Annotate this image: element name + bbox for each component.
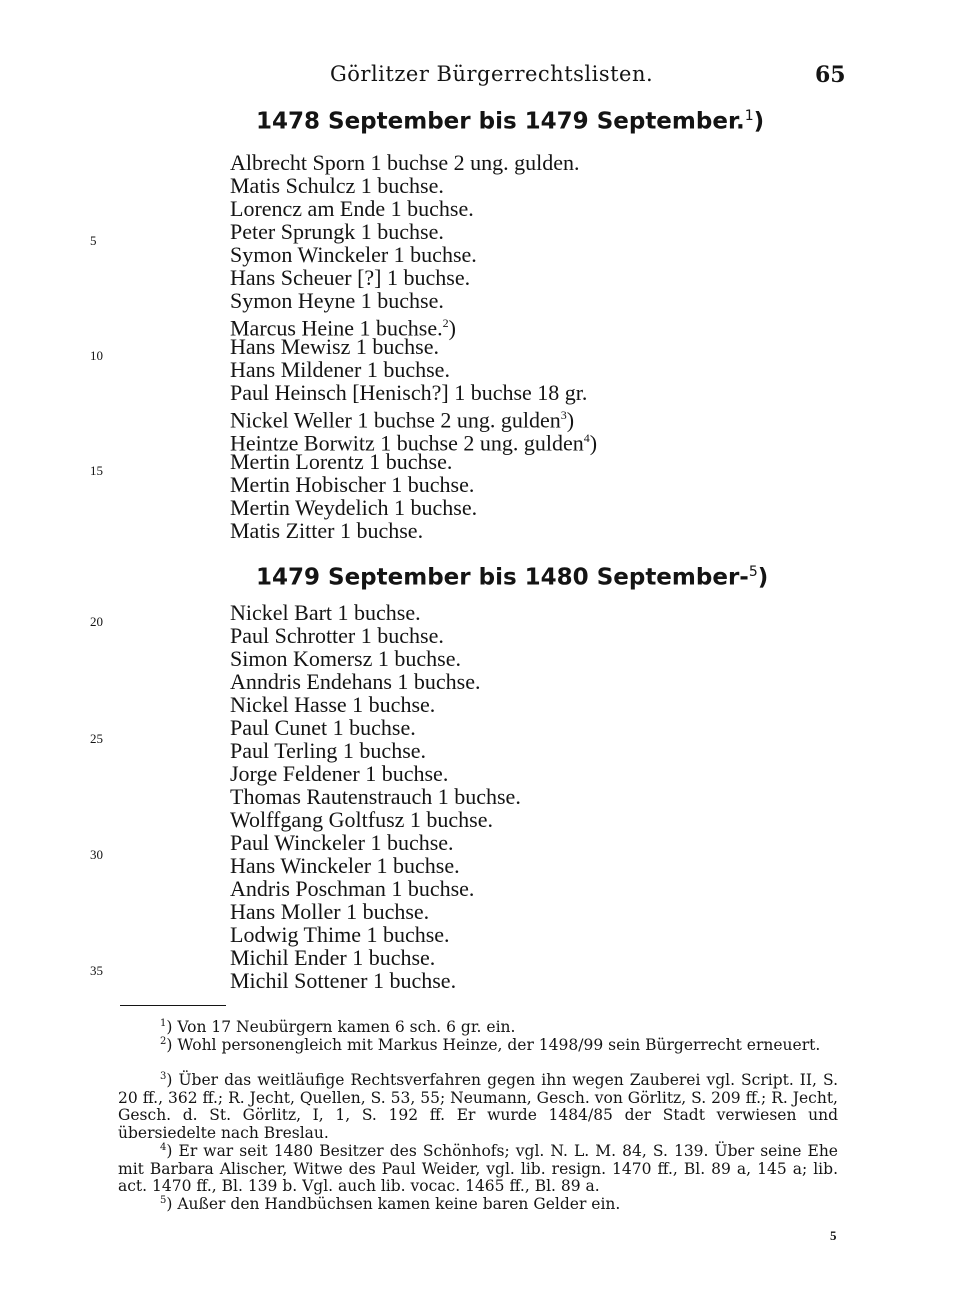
footnote-ref: 5	[748, 564, 758, 580]
register-entry: Nickel Weller 1 buchse 2 ung. gulden$^3$)	[230, 407, 575, 433]
entry-text: Nickel Weller 1 buchse 2 ung. gulden	[230, 407, 561, 433]
register-entry	[230, 358, 450, 381]
register-entry	[230, 151, 580, 174]
entry-text: Heintze Borwitz 1 buchse 2 ung. gulden	[230, 430, 584, 456]
register-entry	[230, 197, 474, 220]
register-entry: Nickel Bart 1 buchse.	[230, 600, 421, 625]
register-entry: Hans Winckeler 1 buchse.	[230, 853, 460, 878]
register-entry	[230, 220, 444, 243]
footnote-rule	[120, 1005, 226, 1006]
register-entry: Michil Ender 1 buchse.	[230, 945, 436, 970]
footnote-mark: 3	[160, 1071, 167, 1082]
section-heading-1479: 1479 September bis 1480 September-$^5$)	[256, 564, 769, 591]
footnote-ref: 4	[583, 431, 590, 445]
footnote-text: Von 17 Neubürgern kamen 6 sch. 6 gr. ein.	[177, 1018, 516, 1037]
register-entry	[230, 243, 477, 266]
line-number: 25	[90, 731, 103, 746]
register-entry: Jorge Feldener 1 buchse.	[230, 761, 449, 786]
register-entry	[230, 289, 444, 312]
line-number: 15	[90, 463, 103, 478]
register-entry	[230, 450, 452, 473]
register-entry: Simon Komersz 1 buchse.	[230, 646, 461, 671]
register-entry: Heintze Borwitz 1 buchse 2 ung. gulden$^4$)	[230, 430, 598, 456]
register-entry	[230, 473, 474, 496]
register-entry	[230, 496, 477, 519]
register-entry: Paul Schrotter 1 buchse.	[230, 623, 444, 648]
section-heading-1478: 1478 September bis 1479 September.$^1$)	[256, 108, 765, 135]
footnote: $^1$) Von 17 Neubürgern kamen 6 sch. 6 gr. ein.	[160, 1018, 516, 1037]
entry-text: Matis Schulcz 1 buchse.	[230, 173, 444, 198]
register-entry: Anndris Endehans 1 buchse.	[230, 669, 481, 694]
register-entry: Michil Sottener 1 buchse.	[230, 968, 457, 993]
register-entry: Paul Cunet 1 buchse.	[230, 715, 416, 740]
entry-text: Mertin Hobischer 1 buchse.	[230, 472, 475, 497]
entry-text: Paul Heinsch [Henisch?] 1 buchse 18 gr.	[230, 380, 588, 405]
register-entry	[230, 266, 470, 289]
entry-text: Hans Mewisz 1 buchse.	[230, 334, 439, 359]
heading-text: 1479 September bis 1480 September-	[256, 564, 749, 591]
entry-text: Symon Winckeler 1 buchse.	[230, 242, 477, 267]
register-entry: Nickel Hasse 1 buchse.	[230, 692, 436, 717]
register-entry	[230, 381, 587, 404]
footnote-ref: 1	[744, 108, 754, 124]
footnote-text: Er war seit 1480 Besitzer des Schönhofs; vgl. N. L. M. 84, S. 139. Über seine Ehe mit Barbara Alischer, Witwe des Paul Weider, vgl. lib. resign. 1470 ff., Bl. 89 a, 145 a; lib. act. 1470 ff., Bl. 139 b. Vgl. auch lib. vocac. 1465 ff., Bl. 89 a.	[118, 1142, 838, 1196]
footnote-ref: 2	[442, 316, 449, 330]
register-entry: Wolffgang Goltfusz 1 buchse.	[230, 807, 493, 832]
entry-text: Peter Sprungk 1 buchse.	[230, 219, 444, 244]
register-entry: Andris Poschman 1 buchse.	[230, 876, 475, 901]
line-number: 30	[90, 847, 103, 862]
register-entry: Hans Moller 1 buchse.	[230, 899, 430, 924]
footnote-text: Außer den Handbüchsen kamen keine baren Gelder ein.	[177, 1195, 621, 1214]
line-number: 20	[90, 614, 103, 629]
line-number: 10	[90, 348, 103, 363]
register-entry	[230, 174, 444, 197]
running-title: Görlitzer Bürgerrechtslisten.	[330, 62, 654, 86]
footnote: $^2$) Wohl personengleich mit Markus Heinze, der 1498/99 sein Bürgerrecht erneuert.	[160, 1036, 821, 1055]
footnote-mark: 1	[160, 1018, 167, 1029]
entry-text: Mertin Lorentz 1 buchse.	[230, 449, 453, 474]
line-number: 5	[90, 233, 97, 248]
footnote-text: Wohl personengleich mit Markus Heinze, der 1498/99 sein Bürgerrecht erneuert.	[177, 1036, 821, 1055]
page-number: 65	[815, 62, 846, 88]
register-entry: Marcus Heine 1 buchse.$^2$)	[230, 315, 456, 341]
register-entry: Lodwig Thime 1 buchse.	[230, 922, 450, 947]
register-entry: Thomas Rautenstrauch 1 buchse.	[230, 784, 521, 809]
footnote: $^5$) Außer den Handbüchsen kamen keine baren Gelder ein.	[160, 1195, 621, 1214]
register-entry	[230, 335, 439, 358]
entry-text: Mertin Weydelich 1 buchse.	[230, 495, 478, 520]
footnote-mark: 5	[160, 1195, 167, 1206]
footnote-mark: 4	[160, 1142, 167, 1153]
entry-text: Lorencz am Ende 1 buchse.	[230, 196, 474, 221]
footnote-text: Über das weitläufige Rechtsverfahren gegen ihn wegen Zauberei vgl. Script. II, S. 20 ff., 362 ff.; R. Jecht, Quellen, S. 53, 55; Neumann, Gesch. von Görlitz, S. 209 ff.; R. Jecht, Gesch. d. St. Görlitz, I, 1, S. 192 ff. Er wurde 1484/85 der Stadt verwiesen und übersiedelte nach Breslau.	[118, 1071, 839, 1142]
footnote-ref: 3	[560, 408, 567, 422]
line-number: 35	[90, 963, 103, 978]
footnote: $^4$) Er war seit 1480 Besitzer des Schönhofs; vgl. N. L. M. 84, S. 139. Über seine Ehe mit Barbara Alischer, Witwe des Paul Weider, vgl. lib. resign. 1470 ff., Bl. 89 a, 145 a; lib. act. 1470 ff., Bl. 139 b. Vgl. auch lib. vocac. 1465 ff., Bl. 89 a.	[118, 1142, 838, 1196]
register-entry	[230, 519, 423, 542]
footnote: $^3$) Über das weitläufige Rechtsverfahren gegen ihn wegen Zauberei vgl. Script. II, S. 20 ff., 362 ff.; R. Jecht, Quellen, S. 53, 55; Neumann, Gesch. von Görlitz, S. 209 ff.; R. Jecht, Gesch. d. St. Görlitz, I, 1, S. 192 ff. Er wurde 1484/85 der Stadt verwiesen und übersiedelte nach Breslau.	[118, 1071, 839, 1142]
entry-text: Symon Heyne 1 buchse.	[230, 288, 444, 313]
register-entry: Paul Terling 1 buchse.	[230, 738, 427, 763]
entry-text: Hans Mildener 1 buchse.	[230, 357, 450, 382]
register-entry: Paul Winckeler 1 buchse.	[230, 830, 454, 855]
signature-mark: 5	[830, 1228, 837, 1243]
entry-text: Albrecht Sporn 1 buchse 2 ung. gulden.	[230, 150, 580, 175]
entry-text: Marcus Heine 1 buchse.	[230, 315, 443, 341]
entry-text: Matis Zitter 1 buchse.	[230, 518, 424, 543]
entry-text: Hans Scheuer [?] 1 buchse.	[230, 265, 471, 290]
heading-text: 1478 September bis 1479 September.	[256, 108, 745, 135]
footnote-mark: 2	[160, 1036, 167, 1047]
